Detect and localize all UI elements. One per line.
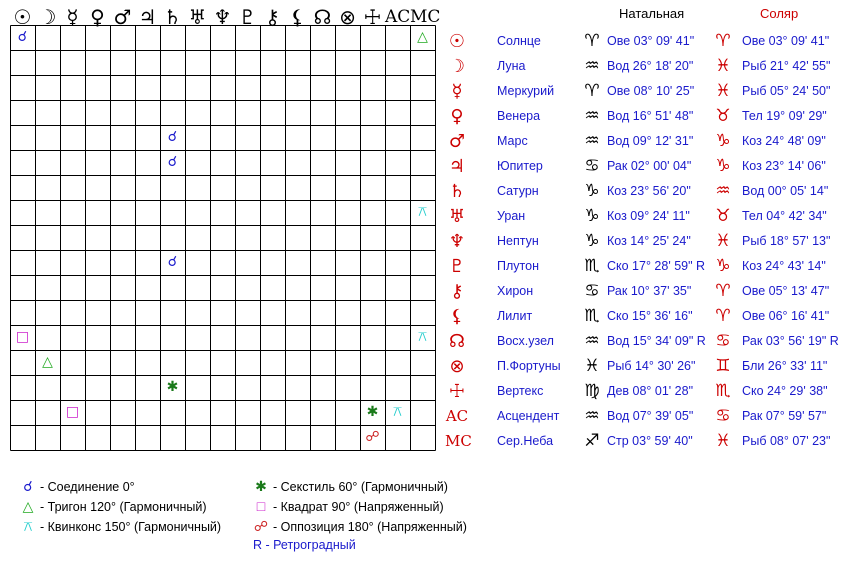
- aspect-mark-icon: □: [65, 404, 80, 420]
- planet-row: [445, 379, 855, 404]
- solar-position: Тел 19° 09' 29": [742, 109, 827, 123]
- solar-sign-icon: ♑: [715, 256, 731, 276]
- planet-icon: ☊: [449, 331, 465, 352]
- planet-row: [445, 154, 855, 179]
- natal-sign-icon: ♑: [584, 181, 600, 201]
- solar-position: Ове 03° 09' 41": [742, 34, 830, 48]
- aspect-mark-icon: ☍: [365, 429, 380, 445]
- natal-position: Ове 08° 10' 25": [607, 84, 695, 98]
- planet-icon: ♇: [448, 256, 466, 277]
- natal-sign-icon: ♓: [584, 356, 600, 376]
- solar-sign-icon: ♈: [715, 31, 731, 51]
- solar-position: Ове 05° 13' 47": [742, 284, 830, 298]
- planet-icon: MC: [445, 432, 472, 450]
- pluto-icon: ♇: [238, 5, 257, 29]
- sun-icon: ☉: [13, 5, 32, 29]
- planet-row: [445, 179, 855, 204]
- natal-column-header: Натальная: [619, 6, 685, 21]
- planet-name: Нептун: [497, 234, 539, 248]
- mars-icon: ♂: [113, 5, 132, 29]
- saturn-icon: ♄: [163, 5, 182, 29]
- legend-aspect-icon: ⚻: [23, 518, 33, 534]
- natal-position: Коз 23° 56' 20": [607, 184, 691, 198]
- planet-icon: ⚸: [450, 306, 464, 327]
- solar-sign-icon: ♊: [715, 356, 731, 376]
- natal-sign-icon: ♈: [584, 31, 600, 51]
- aspect-mark-icon: ☌: [167, 154, 178, 170]
- planet-icon: ♂: [448, 131, 466, 152]
- planet-row: [445, 429, 855, 454]
- aspect-mark-icon: △: [417, 29, 428, 45]
- planet-icon: ♆: [448, 231, 466, 252]
- aspect-mark-icon: ⚻: [417, 204, 428, 220]
- solar-sign-icon: ♓: [715, 56, 731, 76]
- legend-aspect-icon: △: [22, 498, 34, 514]
- planet-name: Сатурн: [497, 184, 539, 198]
- planet-icon: ♀: [450, 106, 464, 127]
- node-icon: ☊: [313, 5, 332, 29]
- solar-column-header: Соляр: [760, 6, 799, 21]
- solar-sign-icon: ♈: [715, 306, 731, 326]
- legend-aspect-icon: ☍: [253, 518, 269, 534]
- natal-sign-icon: ♐: [584, 431, 600, 451]
- natal-sign-icon: ♒: [584, 131, 600, 151]
- aspect-mark-icon: △: [42, 354, 53, 370]
- solar-position: Коз 24° 43' 14": [742, 259, 826, 273]
- solar-sign-icon: ♉: [715, 106, 731, 126]
- solar-position: Рыб 05° 24' 50": [742, 84, 831, 98]
- natal-position: Вод 15° 34' 09" R: [607, 334, 706, 348]
- planet-name: Марс: [497, 134, 528, 148]
- natal-sign-icon: ♍: [584, 381, 600, 401]
- lilith-icon: ⚸: [290, 5, 305, 29]
- legend-label: - Соединение 0°: [40, 480, 135, 494]
- mc-icon: MC: [410, 7, 441, 27]
- planet-name: Сер.Неба: [497, 434, 554, 448]
- planet-row: [445, 129, 855, 154]
- aspect-mark-icon: ☌: [167, 129, 178, 145]
- ac-icon: AC: [385, 7, 411, 27]
- natal-sign-icon: ♈: [584, 81, 600, 101]
- planet-icon: ☿: [451, 81, 463, 102]
- chiron-icon: ⚷: [265, 5, 280, 29]
- natal-position: Стр 03° 59' 40": [607, 434, 693, 448]
- legend-aspect-icon: ☌: [23, 478, 33, 494]
- planet-row: [445, 229, 855, 254]
- neptune-icon: ♆: [213, 5, 232, 29]
- natal-position: Вод 16° 51' 48": [607, 109, 694, 123]
- solar-sign-icon: ♓: [715, 431, 731, 451]
- natal-position: Ско 15° 36' 16": [607, 309, 693, 323]
- natal-position: Вод 07° 39' 05": [607, 409, 694, 423]
- legend-item: [20, 498, 207, 515]
- solar-sign-icon: ♓: [715, 81, 731, 101]
- solar-sign-icon: ♒: [715, 181, 731, 201]
- planet-icon: ♅: [448, 206, 466, 227]
- planet-name: Асцендент: [497, 409, 560, 423]
- solar-sign-icon: ♏: [715, 381, 731, 401]
- natal-sign-icon: ♏: [584, 306, 600, 326]
- planet-name: Плутон: [497, 259, 539, 273]
- solar-position: Тел 04° 42' 34": [742, 209, 827, 223]
- solar-position: Ско 24° 29' 38": [742, 384, 828, 398]
- legend-label: - Тригон 120° (Гармоничный): [40, 500, 207, 514]
- natal-sign-icon: ♏: [584, 256, 600, 276]
- natal-position: Коз 14° 25' 24": [607, 234, 691, 248]
- natal-sign-icon: ♒: [584, 56, 600, 76]
- solar-sign-icon: ♑: [715, 156, 731, 176]
- natal-position: Ове 03° 09' 41": [607, 34, 695, 48]
- solar-position: Рак 03° 56' 19" R: [742, 334, 839, 348]
- natal-sign-icon: ♒: [584, 331, 600, 351]
- natal-position: Рыб 14° 30' 26": [607, 359, 696, 373]
- planet-icon: ☉: [448, 31, 466, 52]
- vertex-icon: ☩: [363, 5, 382, 29]
- natal-position: Дев 08° 01' 28": [607, 384, 694, 398]
- solar-sign-icon: ♋: [715, 406, 731, 426]
- solar-position: Рыб 18° 57' 13": [742, 234, 831, 248]
- solar-sign-icon: ♋: [715, 331, 731, 351]
- planet-name: Уран: [497, 209, 526, 223]
- planet-name: П.Фортуны: [497, 359, 561, 373]
- legend-label: - Оппозиция 180° (Напряженный): [273, 520, 467, 534]
- legend-aspect-icon: □: [256, 498, 266, 514]
- solar-position: Вод 00° 05' 14": [742, 184, 829, 198]
- planet-icon: AC: [445, 407, 469, 425]
- planet-name: Меркурий: [497, 84, 555, 98]
- solar-sign-icon: ♑: [715, 131, 731, 151]
- planet-name: Хирон: [497, 284, 534, 298]
- planet-icon: ♃: [448, 156, 466, 177]
- moon-icon: ☽: [38, 5, 57, 29]
- aspect-mark-icon: ☌: [17, 29, 28, 45]
- solar-position: Коз 24° 48' 09": [742, 134, 826, 148]
- natal-sign-icon: ♑: [584, 231, 600, 251]
- planet-name: Вертекс: [497, 384, 544, 398]
- planet-row: [445, 79, 855, 104]
- solar-sign-icon: ♈: [715, 281, 731, 301]
- planet-row: [445, 29, 855, 54]
- solar-position: Рыб 21° 42' 55": [742, 59, 831, 73]
- fortune-icon: ⊗: [339, 5, 356, 29]
- natal-position: Ско 17° 28' 59" R: [607, 259, 706, 273]
- mercury-icon: ☿: [66, 5, 79, 29]
- planet-icon: ☽: [448, 56, 466, 77]
- solar-position: Бли 26° 33' 11": [742, 359, 828, 373]
- solar-position: Рыб 08° 07' 23": [742, 434, 831, 448]
- natal-position: Коз 09° 24' 11": [607, 209, 690, 223]
- planet-name: Венера: [497, 109, 541, 123]
- legend-item: [20, 478, 135, 495]
- aspect-mark-icon: ✱: [366, 404, 379, 420]
- planet-row: [445, 104, 855, 129]
- venus-icon: ♀: [90, 5, 105, 29]
- aspect-grid: [10, 25, 437, 452]
- planet-icon: ♄: [448, 181, 466, 202]
- planet-icon: ☩: [448, 381, 466, 402]
- solar-position: Рак 07° 59' 57": [742, 409, 827, 423]
- aspect-mark-icon: ☌: [167, 254, 178, 270]
- legend-label: - Квинконс 150° (Гармоничный): [40, 520, 222, 534]
- natal-position: Вод 26° 18' 20": [607, 59, 694, 73]
- planet-row: [445, 304, 855, 329]
- solar-sign-icon: ♓: [715, 231, 731, 251]
- aspect-mark-icon: □: [15, 329, 30, 345]
- natal-position: Рак 02° 00' 04": [607, 159, 692, 173]
- jupiter-icon: ♃: [138, 5, 157, 29]
- planet-name: Юпитер: [497, 159, 543, 173]
- planet-icon: ⚷: [450, 281, 464, 302]
- natal-position: Рак 10° 37' 35": [607, 284, 692, 298]
- natal-sign-icon: ♋: [584, 281, 600, 301]
- planet-row: [445, 354, 855, 379]
- planet-name: Солнце: [497, 34, 541, 48]
- planet-name: Луна: [497, 59, 526, 73]
- planet-row: [445, 204, 855, 229]
- aspect-mark-icon: ✱: [166, 379, 179, 395]
- natal-position: Вод 09° 12' 31": [607, 134, 694, 148]
- aspect-mark-icon: ⚻: [417, 329, 428, 345]
- retrograde-note: R - Ретроградный: [253, 538, 356, 552]
- planet-name: Лилит: [497, 309, 533, 323]
- natal-sign-icon: ♑: [584, 206, 600, 226]
- legend-item: [253, 478, 448, 495]
- natal-sign-icon: ♒: [584, 406, 600, 426]
- legend-label: - Квадрат 90° (Напряженный): [273, 500, 444, 514]
- solar-position: Ове 06° 16' 41": [742, 309, 830, 323]
- solar-position: Коз 23° 14' 06": [742, 159, 826, 173]
- planet-row: [445, 279, 855, 304]
- planet-icon: ⊗: [449, 356, 465, 377]
- planet-row: [445, 404, 855, 429]
- legend-item: [20, 518, 221, 535]
- planet-row: [445, 254, 855, 279]
- uranus-icon: ♅: [188, 5, 207, 29]
- legend-aspect-icon: ✱: [255, 478, 267, 494]
- legend-label: - Секстиль 60° (Гармоничный): [273, 480, 448, 494]
- legend-item: [253, 518, 467, 535]
- planet-name: Восх.узел: [497, 334, 554, 348]
- aspect-mark-icon: ⚻: [392, 404, 403, 420]
- planet-row: [445, 54, 855, 79]
- planet-row: [445, 329, 855, 354]
- legend-item: [253, 498, 444, 514]
- solar-sign-icon: ♉: [715, 206, 731, 226]
- natal-sign-icon: ♋: [584, 156, 600, 176]
- natal-sign-icon: ♒: [584, 106, 600, 126]
